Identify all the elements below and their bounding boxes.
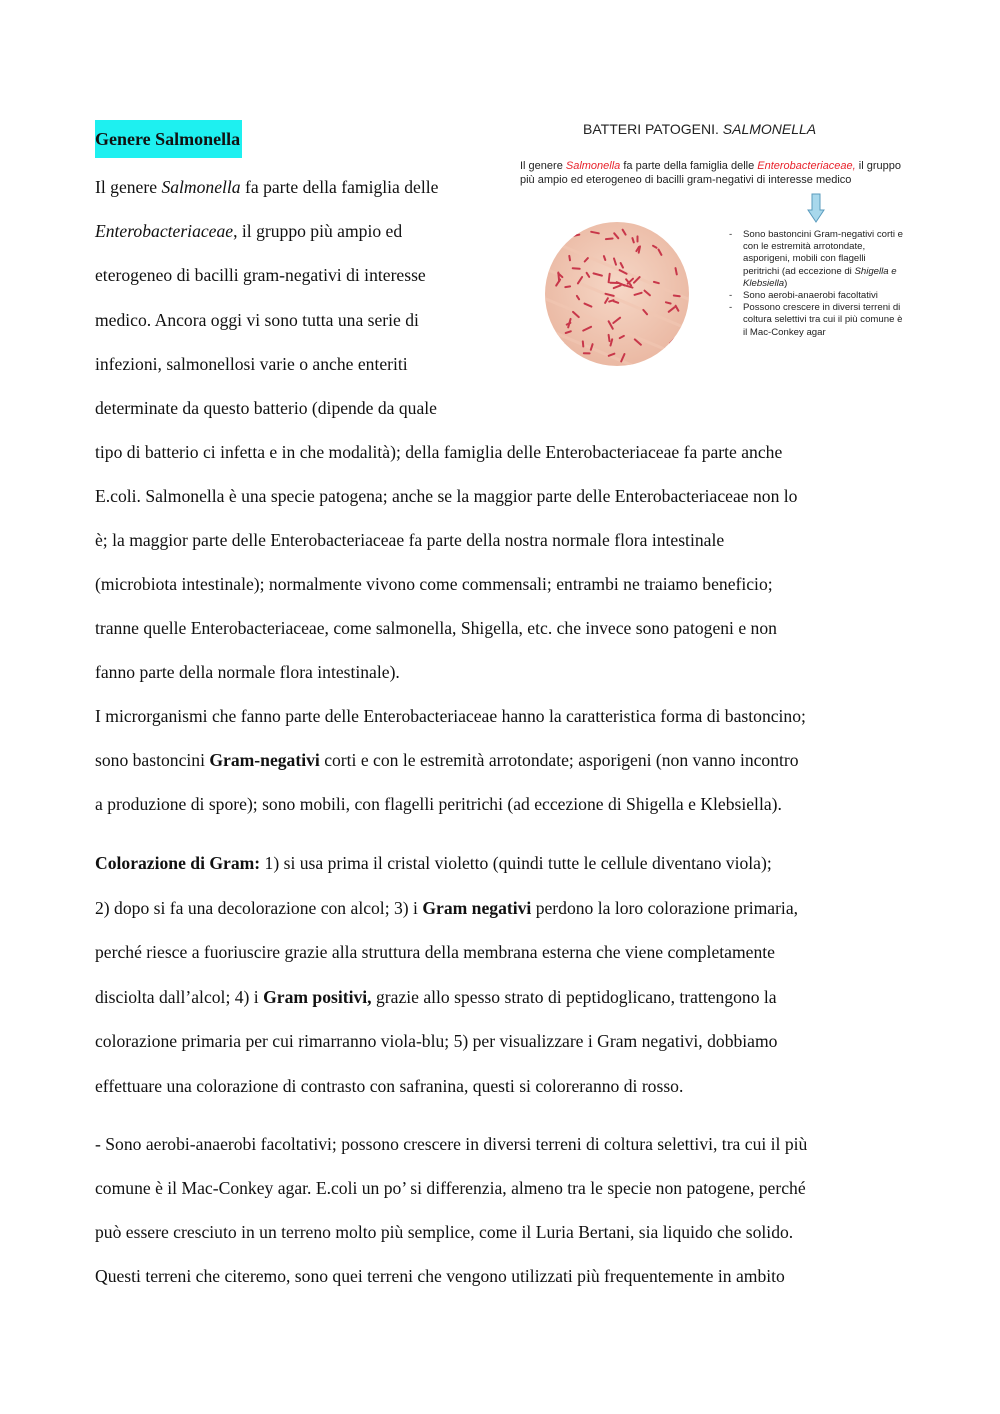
bacillus-rod (574, 355, 575, 360)
bacillus-rod (565, 286, 570, 287)
text-run: , il gruppo più ampio ed (233, 221, 403, 241)
figure-intro-part: fa parte della famiglia delle (620, 160, 758, 172)
bacillus-rod (666, 302, 671, 303)
text-line: - Sono aerobi-anaerobi facoltativi; possono crescere in diversi terreni di coltura selettivi, tra cui il più (95, 1134, 808, 1154)
text-line (95, 220, 402, 242)
text-run-bold: Gram negativi (422, 898, 532, 918)
bacillus-rod (583, 341, 584, 346)
text-line: è; la maggior parte delle Enterobacteriaceae fa parte della nostra normale flora intestinale (95, 530, 725, 550)
text-run-italic: Salmonella (161, 177, 241, 197)
text-line: fanno parte della normale flora intestinale). (95, 662, 400, 682)
microscope-image (542, 219, 692, 369)
figure-bullet-italic: Shigella e Klebsiella (743, 265, 897, 289)
bacillus-rod (609, 335, 610, 341)
bacillus-rod (553, 246, 558, 252)
bacillus-rod (572, 233, 576, 234)
figure-bullet: - Sono aerobi-anaerobi facoltativi (729, 290, 904, 302)
figure-intro-part: il gruppo più ampio ed eterogeneo di bacilli gram-negativi di interesse medico (520, 160, 901, 186)
text-line: Questi terreni che citeremo, sono quei terreni che vengono utilizzati più frequentemente in ambito (95, 1266, 785, 1286)
bacillus-rod (573, 268, 580, 269)
text-line (95, 749, 799, 771)
bacillus-rod (654, 282, 659, 283)
bacillus-rod (569, 256, 570, 260)
figure-title-main: BATTERI PATOGENI. (583, 121, 723, 137)
text-run: 2) dopo si fa una decolorazione con alcol; 3) i (95, 898, 423, 918)
text-run-bold: Gram-negativi (209, 750, 320, 770)
down-arrow-icon (807, 193, 825, 223)
text-line: colorazione primaria per cui rimarranno viola-blu; 5) per visualizzare i Gram negativi, dobbiamo (95, 1031, 778, 1051)
text-run: corti e con le estremità arrotondate; asporigeni (non vanno incontro (319, 750, 799, 770)
text-line: determinate da questo batterio (dipende da quale (95, 398, 437, 418)
text-run-bold: Gram positivi, (263, 987, 372, 1007)
text-run: perdono la loro colorazione primaria, (531, 898, 799, 918)
bacillus-rod (676, 268, 677, 274)
text-line: effettuare una colorazione di contrasto con safranina, questi si coloreranno di rosso. (95, 1076, 684, 1096)
text-run: disciolta dall’alcol; 4) i (95, 987, 264, 1007)
figure-intro (520, 159, 905, 187)
text-line: medico. Ancora oggi vi sono tutta una serie di (95, 310, 419, 330)
figure-bullet-text: ) (784, 277, 788, 289)
text-line (95, 852, 772, 874)
bacillus-rod (558, 273, 559, 282)
text-line (95, 897, 798, 919)
salmonella-figure (515, 115, 910, 375)
text-run: grazie allo spesso strato di peptidoglicano, trattengono la (371, 987, 777, 1007)
text-line: I microrganismi che fanno parte delle Enterobacteriaceae hanno la caratteristica forma di bastoncino; (95, 706, 806, 726)
bacillus-rod (609, 300, 613, 301)
bacillus-rod (560, 343, 564, 344)
text-run-bold: Colorazione di Gram: (95, 853, 261, 873)
bacillus-rod (604, 256, 605, 260)
section-heading: Genere Salmonella (95, 120, 242, 158)
text-run: Il genere (95, 177, 162, 197)
figure-intro-part: Il genere (520, 160, 566, 172)
text-line: può essere cresciuto in un terreno molto più semplice, come il Luria Bertani, sia liquido che solido. (95, 1222, 794, 1242)
figure-title (583, 121, 816, 137)
figure-title-italic: SALMONELLA (722, 121, 817, 137)
text-line: perché riesce a fuoriuscire grazie alla struttura della membrana esterna che viene completamente (95, 942, 775, 962)
text-line (95, 986, 777, 1008)
text-run-italic: Enterobacteriaceae (95, 221, 234, 241)
text-line: comune è il Mac-Conkey agar. E.coli un po’ si differenzia, almeno tra le specie non patogene, perché (95, 1178, 806, 1198)
text-run: 1) si usa prima il cristal violetto (quindi tutte le cellule diventano viola); (260, 853, 772, 873)
bacillus-rod (674, 296, 680, 297)
bacillus-rod (609, 274, 610, 283)
figure-bullet-text: Sono bastoncini Gram-negativi corti e con le estremità arrotondate, asporigeni, mobili con flagelli peritrichi (ad eccezione di (743, 229, 903, 277)
text-line: tranne quelle Enterobacteriaceae, come salmonella, Shigella, etc. che invece sono patogeni e non (95, 618, 777, 638)
bacillus-rod (606, 239, 613, 240)
text-line: tipo di batterio ci infetta e in che modalità); della famiglia delle Enterobacteriaceae fa parte anche (95, 442, 783, 462)
figure-intro-salmonella: Salmonella (565, 160, 621, 172)
text-line: E.coli. Salmonella è una specie patogena; anche se la maggior parte delle Enterobacteriaceae non lo (95, 486, 798, 506)
figure-bullet: - Possono crescere in diversi terreni di coltura selettivi tra cui il più comune è il Mac-Conkey agar (729, 302, 904, 339)
text-line: infezioni, salmonellosi varie o anche enteriti (95, 354, 408, 374)
figure-bullet (729, 229, 904, 290)
figure-bullet-list (729, 229, 904, 339)
text-line: a produzione di spore); sono mobili, con flagelli peritrichi (ad eccezione di Shigella e Klebsiella). (95, 794, 782, 814)
figure-intro-enterobacteriaceae: Enterobacteriaceae, (757, 160, 856, 172)
text-run: sono bastoncini (95, 750, 210, 770)
text-line: (microbiota intestinale); normalmente vivono come commensali; entrambi ne traiamo beneficio; (95, 574, 773, 594)
text-line: eterogeneo di bacilli gram-negativi di interesse (95, 265, 426, 285)
text-line (95, 176, 438, 198)
bacillus-rod (632, 238, 633, 242)
bacillus-rod (666, 348, 669, 356)
text-run: fa parte della famiglia delle (240, 177, 439, 197)
